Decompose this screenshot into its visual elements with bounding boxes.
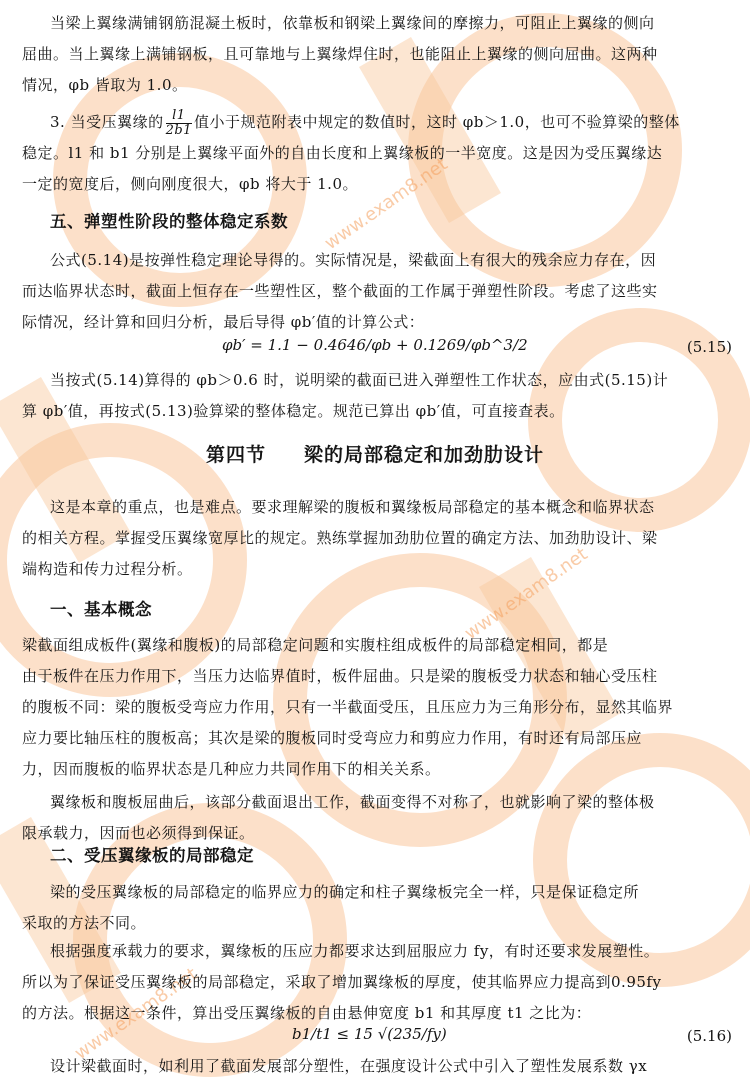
- watermark-text-3: www.exam8.net: [70, 963, 202, 1065]
- text-span: 3. 当受压翼缘的: [50, 113, 164, 131]
- text-line: 应力要比轴压柱的腹板高；其次是梁的腹板同时受弯应力和剪应力作用，有时还有局部压应: [22, 729, 643, 747]
- text-line: 梁的受压翼缘板的局部稳定的临界应力的确定和柱子翼缘板完全一样，只是保证稳定所: [50, 883, 640, 901]
- paragraph-7: [22, 787, 742, 849]
- text-line: 的相关方程。掌握受压翼缘宽厚比的规定。熟练掌握加劲肋位置的确定方法、加劲肋设计、梁: [22, 529, 658, 547]
- text-line: 当梁上翼缘满铺钢筋混凝土板时，依靠板和钢梁上翼缘间的摩擦力，可阻止上翼缘的侧向: [50, 14, 655, 32]
- text-line: 所以为了保证受压翼缘板的局部稳定，采取了增加翼缘板的厚度，使其临界应力提高到0.95fy: [22, 973, 662, 991]
- text-line: 的方法。根据这一条件，算出受压翼缘板的自由悬伸宽度 b1 和其厚度 t1 之比为：: [22, 1004, 592, 1022]
- text-line: 当按式(5.14)算得的 φb＞0.6 时，说明梁的截面已进入弹塑性工作状态，应由式(5.15)计: [50, 371, 669, 389]
- section-name: 梁的局部稳定和加劲肋设计: [304, 444, 545, 466]
- equation-number-5-16: (5.16): [686, 1027, 732, 1045]
- paragraph-3: [22, 245, 742, 338]
- text-line: [22, 107, 742, 138]
- text-line: 屈曲。当上翼缘上满铺钢板，且可靠地与上翼缘焊住时，也能阻止上翼缘的侧向屈曲。这两种: [22, 45, 658, 63]
- text-line: 端构造和传力过程分析。: [22, 560, 193, 578]
- paragraph-2: [22, 107, 742, 200]
- text-line: 设计梁截面时，如利用了截面发展部分塑性，在强度设计公式中引入了塑性发展系数 γx: [50, 1057, 648, 1075]
- text-line: 际情况，经计算和回归分析，最后导得 φb′值的计算公式：: [22, 313, 425, 331]
- fraction-numerator: l1: [166, 109, 192, 124]
- text-line: 根据强度承载力的要求，翼缘板的压应力都要求达到屈服应力 fy，有时还要求发展塑性。: [50, 942, 660, 960]
- text-line: 采取的方法不同。: [22, 914, 147, 932]
- paragraph-1: [22, 8, 742, 101]
- paragraph-6: [22, 630, 742, 785]
- text-line: 由于板件在压力作用下，当压力达临界值时，板件屈曲。只是梁的腹板受力状态和轴心受压柱: [22, 667, 658, 685]
- text-line: 这是本章的重点，也是难点。要求理解梁的腹板和翼缘板局部稳定的基本概念和临界状态: [50, 498, 655, 516]
- heading-elastoplastic: 五、弹塑性阶段的整体稳定系数: [50, 212, 288, 231]
- heading-basic-concept: 一、基本概念: [50, 600, 152, 619]
- fraction-l1-2b1: [166, 109, 192, 138]
- paragraph-8: [22, 877, 742, 939]
- paragraph-9: [22, 936, 742, 1029]
- text-line: 公式(5.14)是按弹性稳定理论导得的。实际情况是，梁截面上有很大的残余应力存在，因: [50, 251, 657, 269]
- text-line: 的腹板不同：梁的腹板受弯应力作用，只有一半截面受压，且压应力为三角形分布，显然其临界: [22, 698, 674, 716]
- paragraph-10: [22, 1051, 742, 1082]
- text-line: 限承载力，因而也必须得到保证。: [22, 824, 255, 842]
- text-span: 值小于规范附表中规定的数值时，这时 φb＞1.0，也可不验算梁的整体: [193, 113, 680, 131]
- formula-5-15: φb′ = 1.1 − 0.4646/φb + 0.1269/φb^3/2: [222, 336, 528, 354]
- watermark-text-1: www.exam8.net: [320, 153, 452, 255]
- text-line: 梁截面组成板件(翼缘和腹板)的局部稳定问题和实腹柱组成板件的局部稳定相同，都是: [22, 636, 609, 654]
- text-line: 翼缘板和腹板屈曲后，该部分截面退出工作，截面变得不对称了，也就影响了梁的整体极: [50, 793, 655, 811]
- section-title: [0, 440, 750, 467]
- section-number: 第四节: [205, 444, 266, 466]
- paragraph-5: [22, 492, 742, 585]
- fraction-denominator: 2b1: [165, 122, 192, 138]
- watermark-text-2: www.exam8.net: [460, 543, 592, 645]
- equation-number-5-15: (5.15): [686, 338, 732, 356]
- text-line: 稳定。l1 和 b1 分别是上翼缘平面外的自由长度和上翼缘板的一半宽度。这是因为受压翼缘达: [22, 144, 663, 162]
- text-line: 情况，φb 皆取为 1.0。: [22, 76, 188, 94]
- text-line: 一定的宽度后，侧向刚度很大，φb 将大于 1.0。: [22, 175, 358, 193]
- formula-5-16: b1/t1 ≤ 15 √(235/fy): [292, 1025, 447, 1043]
- heading-flange-stability: 二、受压翼缘板的局部稳定: [50, 846, 254, 865]
- text-line: 算 φb′值，再按式(5.13)验算梁的整体稳定。规范已算出 φb′值，可直接查表。: [22, 402, 565, 420]
- text-line: 力，因而腹板的临界状态是几种应力共同作用下的相关关系。: [22, 760, 441, 778]
- text-line: 而达临界状态时，截面上恒存在一些塑性区，整个截面的工作属于弹塑性阶段。考虑了这些实: [22, 282, 658, 300]
- paragraph-4: [22, 365, 742, 427]
